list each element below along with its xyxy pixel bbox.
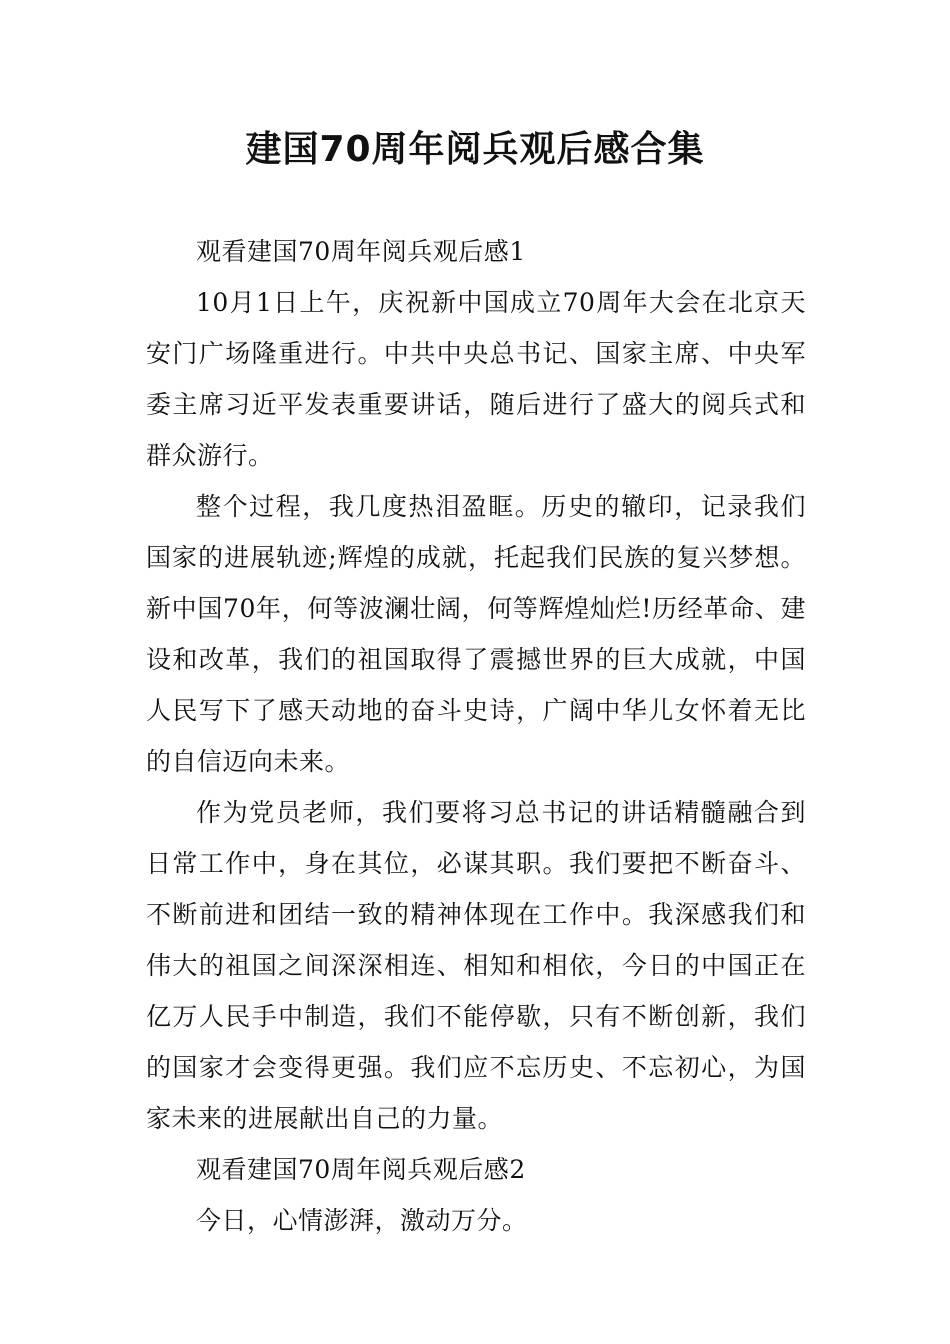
paragraph: 今日，心情澎湃，激动万分。	[196, 1206, 528, 1235]
paragraph: 10月1日上午，庆祝新中国成立70周年大会在北京天安门广场隆重进行。中共中央总书记、国家主席、中央军委主席习近平发表重要讲话，随后进行了盛大的阅兵式和群众游行。	[146, 288, 806, 470]
document-body	[146, 226, 806, 1246]
paragraph: 整个过程，我几度热泪盈眶。历史的辙印，记录我们国家的进展轨迹;辉煌的成就，托起我们民族的复兴梦想。新中国70年，何等波澜壮阔，何等辉煌灿烂!历经革命、建设和改革，我们的祖国取得了震撼世界的巨大成就，中国人民写下了感天动地的奋斗史诗，广阔中华儿女怀着无比的自信迈向未来。	[146, 492, 806, 776]
paragraph: 作为党员老师，我们要将习总书记的讲话精髓融合到日常工作中，身在其位，必谋其职。我们要把不断奋斗、不断前进和团结一致的精神体现在工作中。我深感我们和伟大的祖国之间深深相连、相知和相依，今日的中国正在亿万人民手中制造，我们不能停歇，只有不断创新，我们的国家才会变得更强。我们应不忘历史、不忘初心，为国家未来的进展献出自己的力量。	[146, 798, 806, 1133]
section-heading-1: 观看建国70周年阅兵观后感1	[196, 237, 526, 266]
section-heading-2: 观看建国70周年阅兵观后感2	[196, 1155, 526, 1184]
document-title: 建国70周年阅兵观后感合集	[245, 129, 705, 170]
